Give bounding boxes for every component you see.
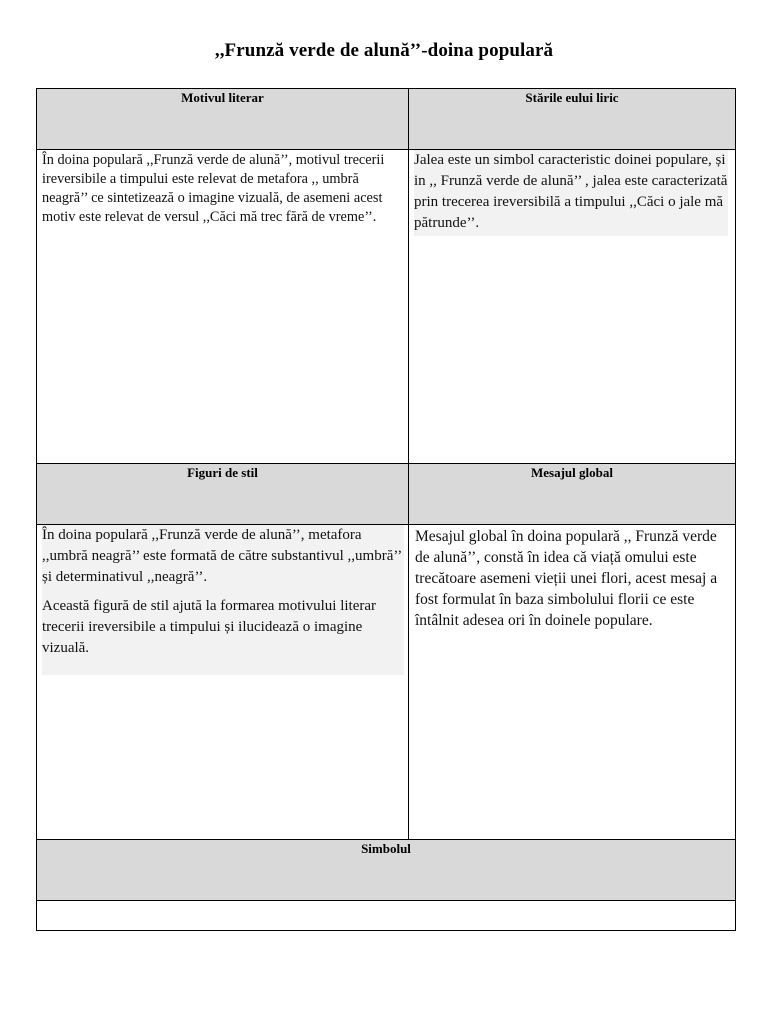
cell-mesajul-global (409, 525, 735, 840)
cell-simbolul (37, 901, 735, 930)
header-motivul-literar (37, 89, 409, 150)
cell-motivul-literar (37, 150, 409, 464)
motivul-text: În doina populară ,,Frunză verde de alună’’, motivul trecerii ireversibile a timpului este relevat de metafora ,, umbră neagră’’ ce sintetizează o imagine vizuală, de asemeni acest motiv este relevat de versul ,,Căci mă trec fără de vreme’’. (42, 152, 385, 225)
figuri-text-block (42, 525, 404, 675)
header-motivul-label: Motivul literar (181, 90, 264, 105)
starile-text: Jalea este un simbol caracteristic doinei populare, și in ,, Frunză verde de alună’’ , jalea este caracterizată prin trecerea ireversibilă a timpului ,,Căci o jale mă pătrunde’’. (414, 150, 728, 236)
mesajul-text: Mesajul global în doina populară ,, Frunză verde de alună’’, constă în idea că viață omului este trecătoare asemeni vieții unei flori, acest mesaj a fost formulat în baza simbolului florii ce este întâlnit adesea ori în doinele populare. (415, 528, 718, 629)
header-mesajul-global (409, 464, 735, 525)
header-simbolul (37, 840, 735, 901)
cell-figuri-de-stil (37, 525, 409, 840)
header-simbolul-label: Simbolul (361, 841, 411, 856)
header-starile-label: Stările eului liric (525, 90, 619, 105)
cell-starile-eului (409, 150, 735, 464)
page-title: ,,Frunză verde de alună’’-doina populară (214, 40, 554, 61)
header-figuri-label: Figuri de stil (187, 465, 258, 480)
header-starile-eului (409, 89, 735, 150)
figuri-paragraph-1: În doina populară ,,Frunză verde de alună’’, metafora ,,umbră neagră’’ este formată de către substantivul ,,umbră’’ și determinativul ,,neagră’’. (42, 527, 402, 585)
header-figuri-de-stil (37, 464, 409, 525)
analysis-table (36, 88, 736, 931)
figuri-paragraph-2: Această figură de stil ajută la formarea motivului literar trecerii ireversibile a timpului și ilucidează o imagine vizuală. (42, 598, 377, 656)
header-mesajul-label: Mesajul global (531, 465, 613, 480)
